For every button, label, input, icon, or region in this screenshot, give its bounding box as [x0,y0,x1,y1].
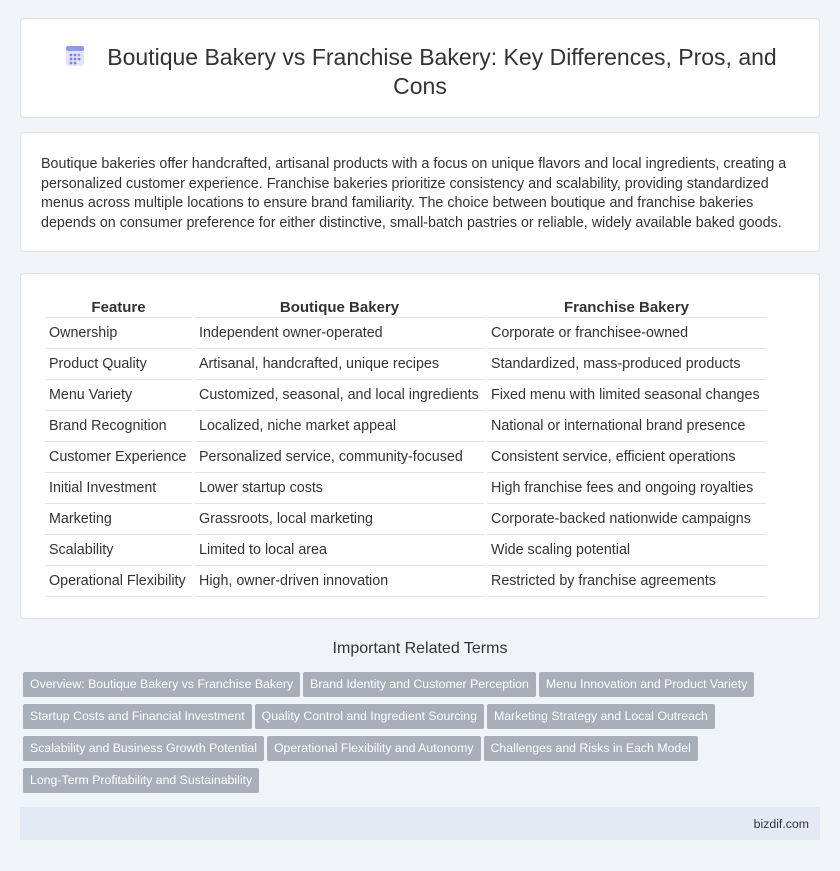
tag-row [23,672,823,704]
intro-card [20,132,820,252]
franchise-cell: Corporate-backed nationwide campaigns [487,504,766,535]
boutique-cell: Customized, seasonal, and local ingredients [195,380,484,411]
boutique-cell: Artisanal, handcrafted, unique recipes [195,349,484,380]
header-boutique: Boutique Bakery [195,295,484,318]
footer-site[interactable]: bizdif.com [753,817,809,831]
boutique-cell: Limited to local area [195,535,484,566]
feature-cell: Ownership [45,318,192,349]
franchise-cell: Standardized, mass-produced products [487,349,766,380]
feature-cell: Initial Investment [45,473,192,504]
table-row [45,504,766,535]
related-terms-tags [23,672,823,800]
related-tag[interactable]: Quality Control and Ingredient Sourcing [255,704,484,729]
feature-cell: Customer Experience [45,442,192,473]
table-row [45,380,766,411]
related-tag[interactable]: Overview: Boutique Bakery vs Franchise Bakery [23,672,300,697]
franchise-cell: Consistent service, efficient operations [487,442,766,473]
related-tag[interactable]: Long-Term Profitability and Sustainability [23,768,259,793]
franchise-cell: Restricted by franchise agreements [487,566,766,597]
related-tag[interactable]: Scalability and Business Growth Potential [23,736,264,761]
table-row [45,442,766,473]
table-row [45,473,766,504]
boutique-cell: Localized, niche market appeal [195,411,484,442]
franchise-cell: High franchise fees and ongoing royalties [487,473,766,504]
boutique-cell: High, owner-driven innovation [195,566,484,597]
page-title-text: Boutique Bakery vs Franchise Bakery: Key Differences, Pros, and Cons [107,44,777,99]
related-tag[interactable]: Operational Flexibility and Autonomy [267,736,481,761]
footer [20,807,820,840]
related-tag[interactable]: Marketing Strategy and Local Outreach [487,704,715,729]
franchise-cell: Corporate or franchisee-owned [487,318,766,349]
table-row [45,535,766,566]
boutique-cell: Lower startup costs [195,473,484,504]
title-card [20,18,820,118]
comparison-card [20,273,820,619]
feature-cell: Scalability [45,535,192,566]
related-tag[interactable]: Brand Identity and Customer Perception [303,672,536,697]
related-tag[interactable]: Startup Costs and Financial Investment [23,704,252,729]
page-title [21,43,819,101]
comparison-table [42,295,769,597]
table-row [45,318,766,349]
feature-cell: Marketing [45,504,192,535]
header-feature: Feature [45,295,192,318]
franchise-cell: National or international brand presence [487,411,766,442]
header-franchise: Franchise Bakery [487,295,766,318]
related-terms-title: Important Related Terms [332,640,508,657]
franchise-cell: Wide scaling potential [487,535,766,566]
boutique-cell: Grassroots, local marketing [195,504,484,535]
table-body [45,318,766,597]
table-row [45,349,766,380]
table-header-row [45,295,766,318]
tag-row [23,768,823,800]
document-grid-icon [63,44,87,68]
boutique-cell: Independent owner-operated [195,318,484,349]
boutique-cell: Personalized service, community-focused [195,442,484,473]
table-row [45,566,766,597]
feature-cell: Menu Variety [45,380,192,411]
table-row [45,411,766,442]
franchise-cell: Fixed menu with limited seasonal changes [487,380,766,411]
feature-cell: Operational Flexibility [45,566,192,597]
related-tag[interactable]: Challenges and Risks in Each Model [484,736,698,761]
related-tag[interactable]: Menu Innovation and Product Variety [539,672,754,697]
intro-paragraph: Boutique bakeries offer handcrafted, artisanal products with a focus on unique flavors and local ingredients, creating a personalized customer experience. Franchise bakeries prioritize consistency and scalability, providing standardized menus across multiple locations to ensure brand familiarity. The choice between boutique and franchise bakeries depends on consumer preference for either distinctive, small-batch pastries or reliable, widely available baked goods. [41,156,787,231]
tag-row [23,704,823,736]
tag-row [23,736,823,768]
feature-cell: Brand Recognition [45,411,192,442]
feature-cell: Product Quality [45,349,192,380]
